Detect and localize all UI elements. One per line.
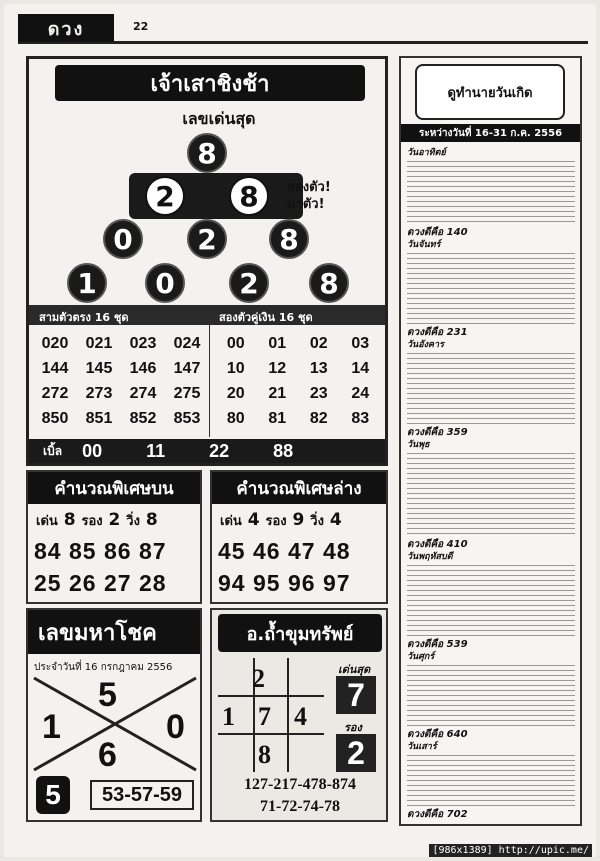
calc-line: เด่น 8 รอง 2 วิ่ง 8 — [36, 510, 158, 530]
box-title: คำนวณพิเศษบน — [28, 472, 200, 504]
pyramid-ball: 2 — [145, 176, 185, 216]
highlight-note — [287, 179, 331, 213]
box-title: อ.ถ้ำขุมทรัพย์ — [218, 614, 382, 652]
three-digit-grid — [33, 335, 209, 428]
main-label: เด่นสุด — [338, 663, 371, 676]
lucky-left: 1 — [42, 708, 61, 746]
entry-day: วันพุธ — [407, 440, 430, 450]
entry-lucky: ดวงดีคือ 140 — [407, 227, 468, 238]
number-cell: 850 — [41, 410, 69, 427]
number-cell: 274 — [129, 385, 157, 402]
number-cell: 145 — [85, 360, 113, 377]
number-cell: 10 — [226, 360, 245, 377]
number-cell: 80 — [226, 410, 245, 427]
horoscope-entry — [407, 552, 575, 651]
horoscope-entry — [407, 742, 575, 821]
entry-lucky: ดวงดีคือ 410 — [407, 539, 468, 550]
column-divider — [209, 325, 210, 437]
lucky-bottom: 6 — [98, 736, 117, 774]
number-cell: 03 — [351, 335, 370, 352]
number-cell: 273 — [85, 385, 113, 402]
number-cell: 21 — [268, 385, 287, 402]
section-bar — [29, 305, 385, 325]
double-number: 88 — [273, 440, 294, 461]
entry-lucky: ดวงดีคือ 359 — [407, 427, 468, 438]
note-line: มาตัว! — [287, 197, 325, 212]
entry-text — [407, 253, 575, 325]
pyramid-ball: 0 — [145, 263, 185, 303]
entry-day: วันอังคาร — [407, 340, 444, 350]
number-row: 94 95 96 97 — [218, 570, 351, 596]
grid-line1: 127-217-478-874 — [244, 776, 356, 793]
number-row: 84 85 86 87 — [34, 538, 167, 564]
number-cell: 023 — [129, 335, 157, 352]
two-digit-label: สองตัวคู่เงิน 16 ชุด — [219, 311, 313, 324]
horoscope-column — [399, 56, 582, 826]
number-cell: 146 — [129, 360, 157, 377]
horoscope-entry — [407, 440, 575, 551]
horoscope-entry — [407, 652, 575, 741]
special-calc-bottom-box — [210, 470, 388, 604]
number-cell: 20 — [226, 385, 245, 402]
page-header — [18, 14, 588, 44]
number-cell: 020 — [41, 335, 69, 352]
number-cell: 13 — [309, 360, 328, 377]
pyramid-ball: 2 — [229, 263, 269, 303]
panel-title: เจ้าเสาชิงช้า — [55, 65, 365, 101]
number-cell: 81 — [268, 410, 287, 427]
double-number: 00 — [82, 440, 103, 461]
second-label: รอง — [344, 721, 362, 734]
magazine-logo: ดวง — [18, 14, 114, 42]
number-cell: 021 — [85, 335, 113, 352]
period-bar: ระหว่างวันที่ 16-31 ก.ค. 2556 — [401, 124, 580, 142]
lucky-number-box — [26, 608, 202, 822]
entry-lucky: ดวงดีคือ 539 — [407, 639, 468, 650]
two-digit-grid — [215, 335, 381, 428]
entry-text — [407, 755, 575, 807]
horoscope-entry — [407, 148, 575, 239]
entry-day: วันเสาร์ — [407, 742, 437, 752]
number-cell: 024 — [173, 335, 201, 352]
grid-cell: 7 — [258, 702, 271, 731]
entry-lucky: ดวงดีคือ 231 — [407, 327, 468, 338]
grid-cell: 1 — [222, 702, 235, 731]
entry-day: วันอาทิตย์ — [407, 148, 446, 158]
double-number: 22 — [209, 440, 230, 461]
number-cell: 12 — [268, 360, 287, 377]
entry-lucky: ดวงดีคือ 702 — [407, 809, 468, 820]
horoscope-entry — [407, 340, 575, 439]
number-row: 25 26 27 28 — [34, 570, 167, 596]
calc-line: เด่น 4 รอง 9 วิ่ง 4 — [220, 510, 342, 530]
entry-day: วันศุกร์ — [407, 652, 435, 662]
double-numbers-bar — [29, 439, 385, 463]
number-cell: 144 — [41, 360, 69, 377]
image-source-label: [986x1389] http://upic.me/ — [429, 844, 592, 857]
special-calc-top-box — [26, 470, 202, 604]
pyramid-ball: 1 — [67, 263, 107, 303]
grid-cell: 8 — [258, 740, 271, 769]
number-cell: 02 — [309, 335, 328, 352]
grid-cell: 2 — [252, 664, 265, 693]
newspaper-page — [4, 4, 596, 857]
number-cell: 14 — [351, 360, 370, 377]
entry-day: วันพฤหัสบดี — [407, 552, 453, 562]
number-row: 45 46 47 48 — [218, 538, 351, 564]
number-cell: 853 — [173, 410, 201, 427]
entry-text — [407, 453, 575, 537]
lucky-right: 0 — [166, 708, 185, 746]
box-title: เลขมหาโชค — [28, 610, 200, 654]
number-cell: 82 — [309, 410, 328, 427]
page-number: 22 — [133, 20, 149, 33]
pyramid-ball: 2 — [187, 219, 227, 259]
horoscope-entry — [407, 240, 575, 339]
main-lottery-panel — [26, 56, 388, 466]
lucky-top: 5 — [98, 676, 117, 714]
entry-text — [407, 161, 575, 225]
pyramid-ball: 0 — [103, 219, 143, 259]
number-cell: 147 — [173, 360, 201, 377]
entry-text — [407, 353, 575, 425]
number-cell: 24 — [351, 385, 370, 402]
double-label: เบิ้ล — [43, 443, 63, 458]
main-number: 7 — [336, 676, 376, 714]
pyramid-ball: 8 — [187, 133, 227, 173]
pyramid-ball: 8 — [269, 219, 309, 259]
number-cell: 83 — [351, 410, 370, 427]
entry-text — [407, 565, 575, 637]
second-number: 2 — [336, 734, 376, 772]
number-cell: 852 — [129, 410, 157, 427]
grid-line2: 71-72-74-78 — [260, 798, 340, 815]
number-cell: 272 — [41, 385, 69, 402]
number-cell: 851 — [85, 410, 113, 427]
grid-cell: 4 — [294, 702, 307, 731]
note-line: สองตัว! — [287, 180, 331, 195]
number-cell: 275 — [173, 385, 201, 402]
box-title: คำนวณพิเศษล่าง — [212, 472, 386, 504]
number-cell: 00 — [226, 335, 245, 352]
lucky-date: ประจำวันที่ 16 กรกฎาคม 2556 — [34, 662, 173, 673]
number-cell: 23 — [309, 385, 328, 402]
lucky-badge: 5 — [36, 776, 70, 814]
double-number: 11 — [146, 440, 166, 461]
three-digit-label: สามตัวตรง 16 ชุด — [39, 311, 129, 324]
pyramid-ball: 8 — [309, 263, 349, 303]
treasure-cave-box — [210, 608, 388, 822]
horoscope-logo: ดูทำนายวันเกิด — [415, 64, 565, 120]
number-cell: 01 — [268, 335, 287, 352]
entry-text — [407, 665, 575, 727]
entry-lucky: ดวงดีคือ 640 — [407, 729, 468, 740]
panel-subtitle: เลขเด่นสุด — [182, 109, 256, 128]
lucky-set: 53-57-59 — [90, 780, 194, 810]
pyramid-ball: 8 — [229, 176, 269, 216]
entry-day: วันจันทร์ — [407, 240, 441, 250]
